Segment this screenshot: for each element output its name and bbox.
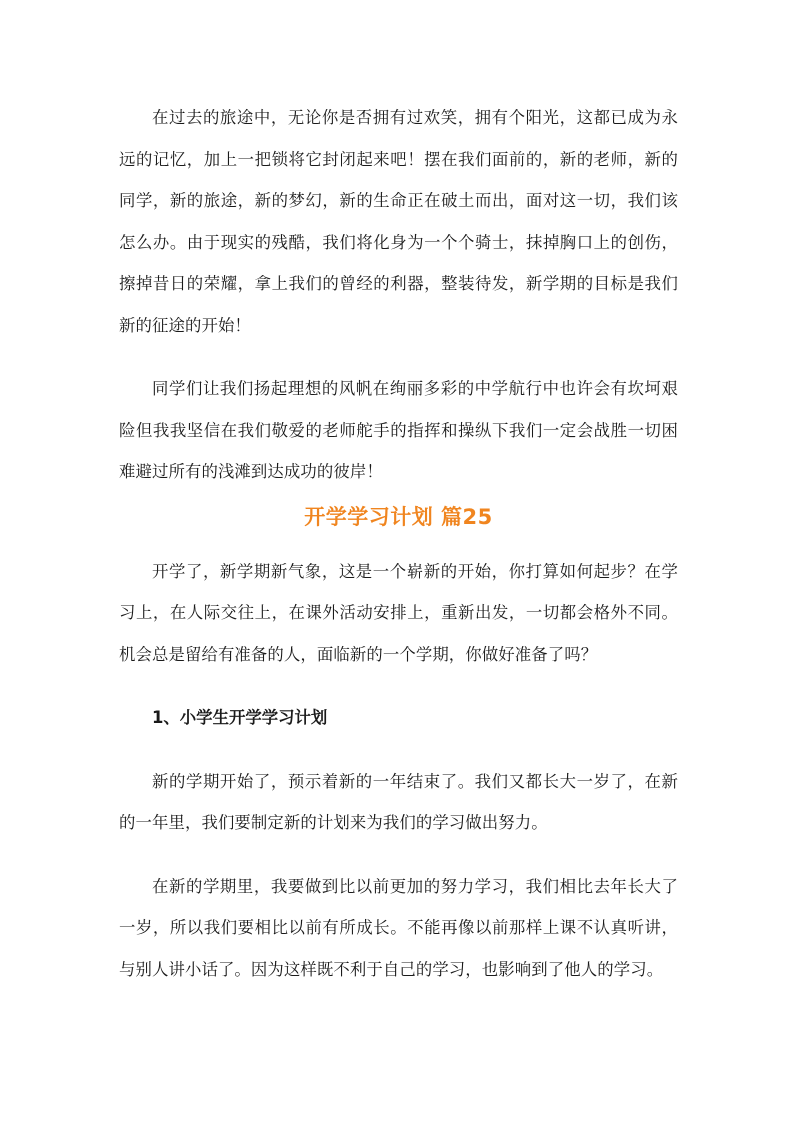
paragraph-new-year: 新的学期开始了，预示着新的一年结束了。我们又都长大一岁了，在新的一年里，我们要制定新的计划来为我们的学习做出努力。 [119, 771, 678, 832]
paragraph-gap [119, 346, 678, 368]
paragraph-study-harder: 在新的学期里，我要做到比以前更加的努力学习，我们相比去年长大了一岁，所以我们要相比以前有所成长。不能再像以前那样上课不认真听讲，与别人讲小话了。因为这样既不利于自己的学习，也影响到了他人的学习。 [119, 876, 678, 979]
paragraph-gap [119, 739, 678, 761]
section-title: 开学学习计划 篇25 [304, 504, 493, 529]
paragraph-journey: 在过去的旅途中，无论你是否拥有过欢笑，拥有个阳光，这都已成为永远的记忆，加上一把锁将它封闭起来吧！摆在我们面前的，新的老师，新的同学，新的旅途，新的梦幻，新的生命正在破土而出，面对这一切，我们该怎么办。由于现实的残酷，我们将化身为一个个骑士，抹掉胸口上的创伤，擦掉昔日的荣耀，拿上我们的曾经的利器，整装待发，新学期的目标是我们新的征途的开始！ [119, 108, 678, 335]
paragraph-gap [119, 675, 678, 697]
subheading: 1、小学生开学学习计划 [152, 708, 328, 727]
paragraph-new-semester: 开学了，新学期新气象，这是一个崭新的开始，你打算如何起步？在学习上，在人际交往上，在课外活动安排上，重新出发，一切都会格外不同。机会总是留给有准备的人，面临新的一个学期，你做好准备了吗？ [119, 561, 678, 664]
paragraph-sail: 同学们让我们扬起理想的风帆在绚丽多彩的中学航行中也许会有坎坷艰险但我我坚信在我们敬爱的老师舵手的指挥和操纵下我们一定会战胜一切困难避过所有的浅滩到达成功的彼岸！ [119, 379, 678, 481]
document-body [119, 97, 678, 990]
paragraph-gap [119, 844, 678, 866]
